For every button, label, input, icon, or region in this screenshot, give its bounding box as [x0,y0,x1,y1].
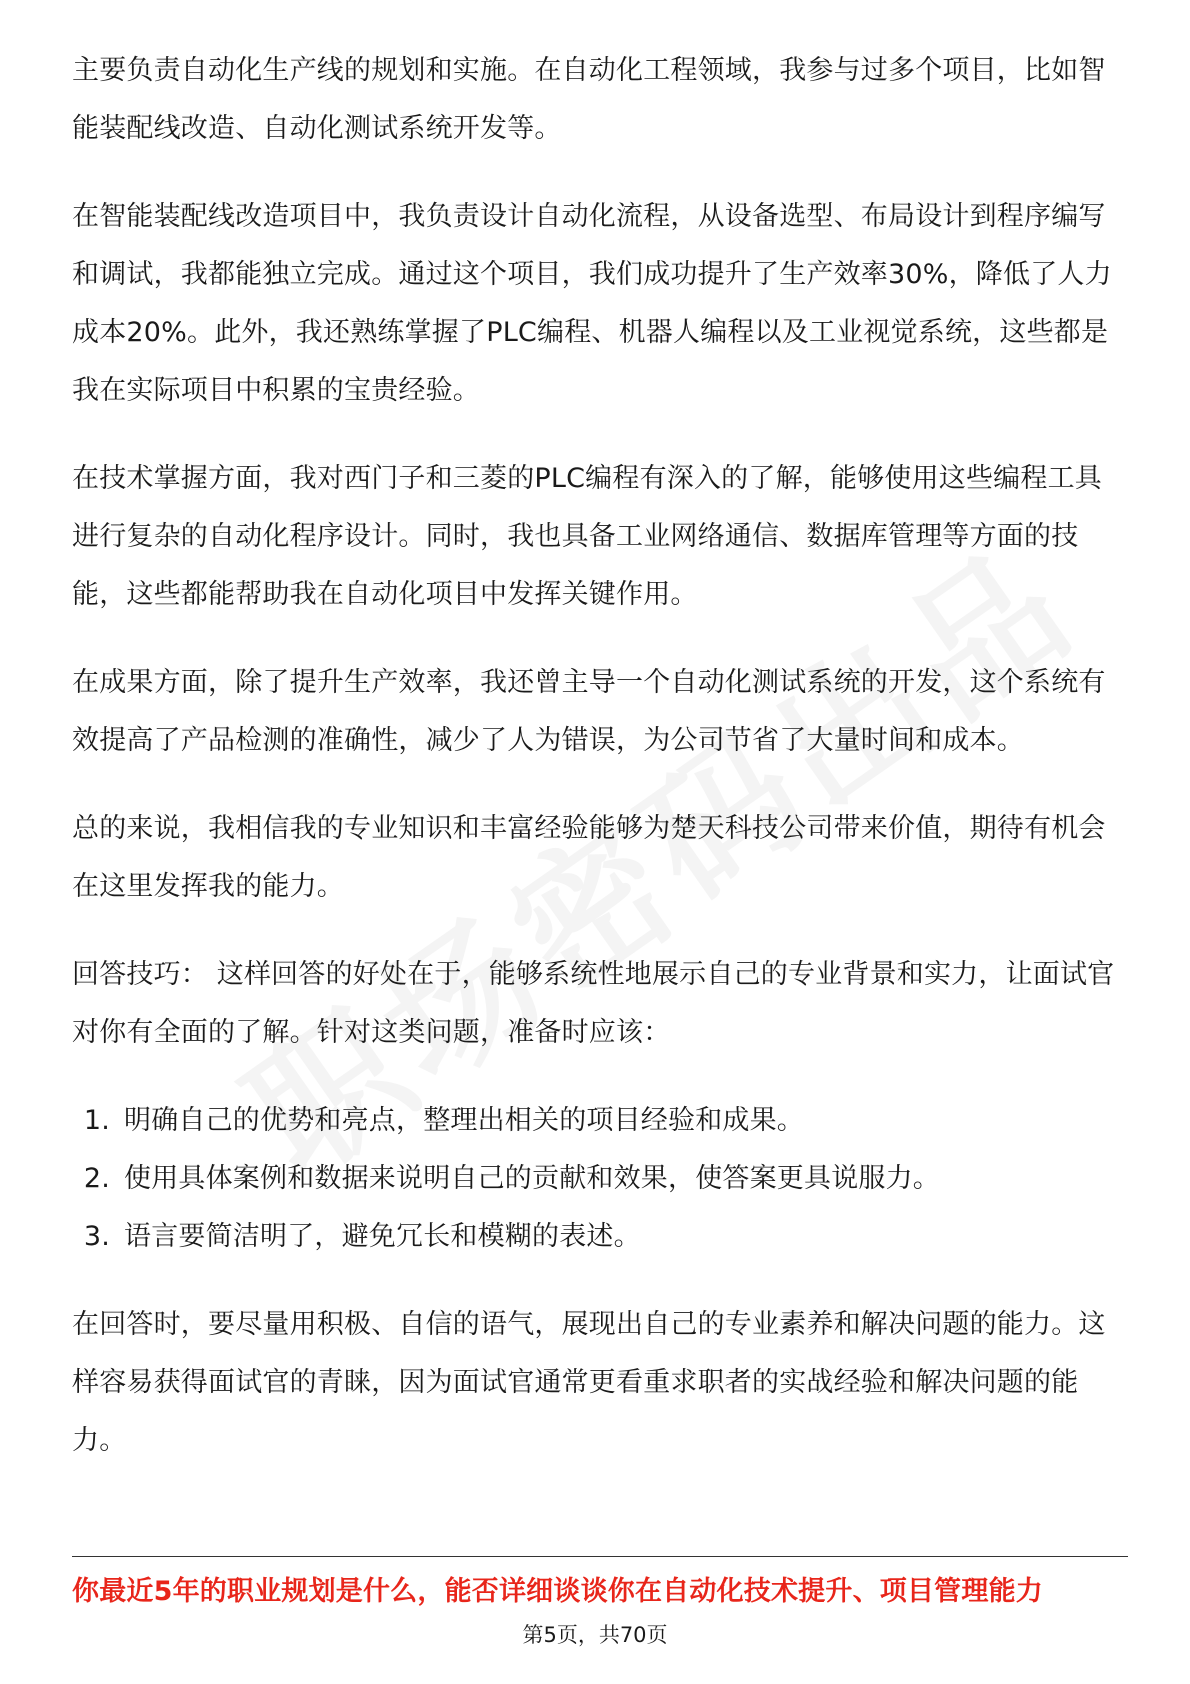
paragraph-summary: 总的来说，我相信我的专业知识和丰富经验能够为楚天科技公司带来价值，期待有机会在这里发挥我的能力。 [72,813,1106,902]
next-question-heading: 你最近5年的职业规划是什么，能否详细谈谈你在自动化技术提升、项目管理能力 [72,1576,1043,1607]
paragraph-closing: 在回答时，要尽量用积极、自信的语气，展现出自己的专业素养和解决问题的能力。这样容易获得面试官的青睐，因为面试官通常更看重求职者的实战经验和解决问题的能力。 [72,1309,1106,1456]
paragraph-technical-skills: 在技术掌握方面，我对西门子和三菱的PLC编程有深入的了解，能够使用这些编程工具进行复杂的自动化程序设计。同时，我也具备工业网络通信、数据库管理等方面的技能，这些都能帮助我在自动化项目中发挥关键作用。 [72,463,1102,610]
list-item [72,1150,1128,1208]
list-item-text: 语言要简洁明了，避免冗长和模糊的表述。 [124,1221,641,1252]
paragraph-intro: 主要负责自动化生产线的规划和实施。在自动化工程领域，我参与过多个项目，比如智能装配线改造、自动化测试系统开发等。 [72,55,1106,144]
list-item-number: 3. [83,1221,110,1252]
list-item-number: 1. [83,1105,110,1136]
page-number: 第5页，共70页 [522,1623,668,1647]
footer-divider [72,1556,1128,1557]
document-body [72,42,1128,1500]
list-item-text: 使用具体案例和数据来说明自己的贡献和效果，使答案更具说服力。 [124,1163,940,1194]
list-item-number: 2. [83,1163,110,1194]
list-item-text: 明确自己的优势和亮点，整理出相关的项目经验和成果。 [124,1105,804,1136]
paragraph-assembly-project: 在智能装配线改造项目中，我负责设计自动化流程，从设备选型、布局设计到程序编写和调试，我都能独立完成。通过这个项目，我们成功提升了生产效率30%，降低了人力成本20%。此外，我还熟练掌握了PLC编程、机器人编程以及工业视觉系统，这些都是我在实际项目中积累的宝贵经验。 [72,201,1112,406]
list-item [72,1208,1128,1266]
list-item [72,1092,1128,1150]
paragraph-answer-tips: 回答技巧： 这样回答的好处在于，能够系统性地展示自己的专业背景和实力，让面试官对你有全面的了解。针对这类问题，准备时应该： [72,959,1115,1048]
paragraph-achievements: 在成果方面，除了提升生产效率，我还曾主导一个自动化测试系统的开发，这个系统有效提高了产品检测的准确性，减少了人为错误，为公司节省了大量时间和成本。 [72,667,1106,756]
tips-list [72,1092,1128,1266]
